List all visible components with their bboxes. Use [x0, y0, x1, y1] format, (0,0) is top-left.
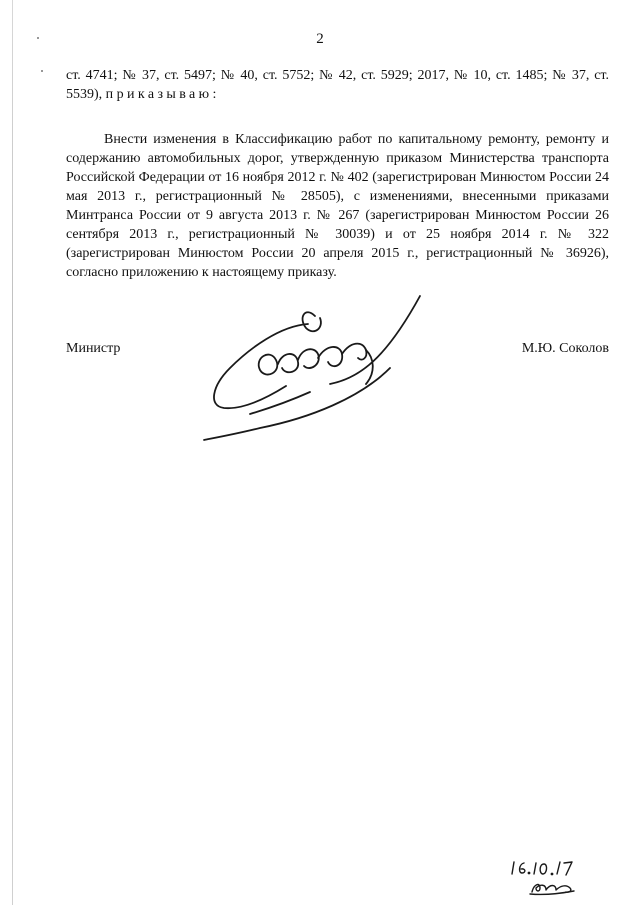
- signatory-name: М.Ю. Соколов: [521, 341, 609, 356]
- intro-paragraph: [66, 66, 609, 104]
- order-paragraph: Внести изменения в Классификацию работ по капитальному ремонту, ремонту и содержанию автомобильных дорог, утвержденную приказом Министерства транспорта Российской Федерации от 16 ноября 2012 г. № 402 (зарегистрирован Минюстом России 24 мая 2013 г., регистрационный № 28505), с изменениями, внесенными приказами Минтранса России от 9 августа 2013 г. № 267 (зарегистрирован Минюстом России 26 сентября 2013 г., регистрационный № 30039) и от 25 ноября 2014 г. № 322 (зарегистрирован Минюстом России 20 апреля 2015 г., регистрационный № 36926), согласно приложению к настоящему приказу.: [66, 132, 609, 280]
- signatory-role: Министр: [66, 341, 121, 356]
- order-word: приказываю:: [105, 87, 220, 102]
- page-number: 2: [316, 31, 324, 47]
- handwritten-signature: [190, 288, 430, 448]
- scan-speck: [41, 70, 43, 72]
- handwritten-date-note: [506, 858, 586, 898]
- intro-text: ст. 4741; № 37, ст. 5497; № 40, ст. 5752; № 42, ст. 5929; 2017, № 10, ст. 1485; № 37, ст. 5539),: [66, 68, 609, 102]
- scan-edge-line: [12, 0, 13, 905]
